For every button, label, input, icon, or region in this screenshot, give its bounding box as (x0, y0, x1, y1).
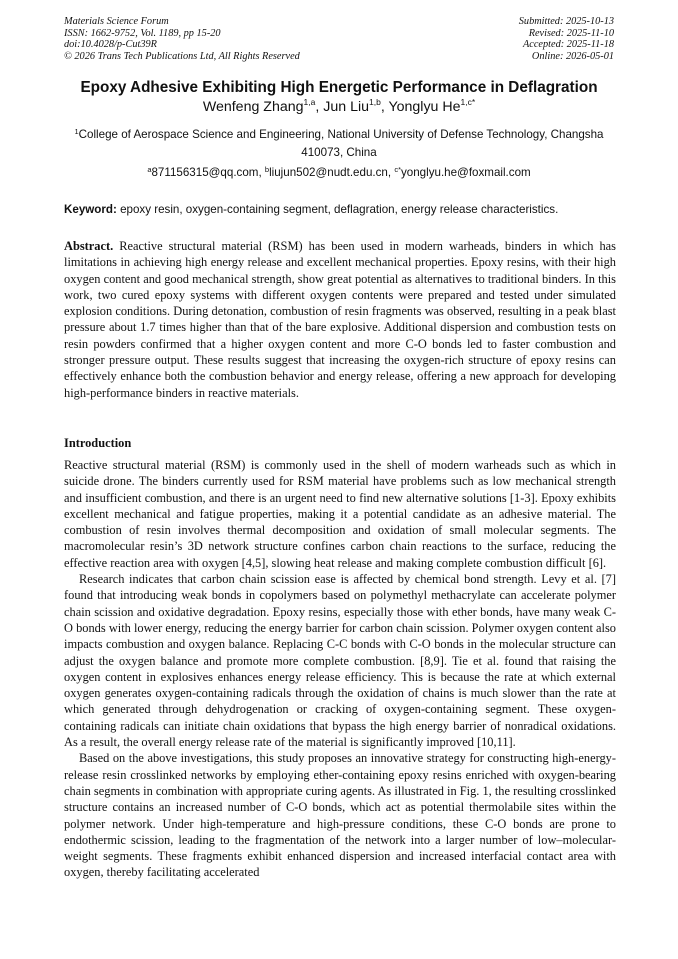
author-affiliation-mark: 1,a (303, 97, 316, 107)
author-name: Yonglyu He (388, 99, 461, 115)
author-separator: , (380, 99, 389, 115)
introduction-heading: Introduction (64, 436, 132, 450)
journal-name: Materials Science Forum (64, 16, 169, 27)
email-separator: , (387, 166, 395, 179)
submitted-date: Submitted: 2025-10-13 (518, 16, 614, 27)
email-mark: b (264, 165, 270, 174)
email-list (0, 166, 678, 179)
email-address[interactable]: yonglyu.he@foxmail.com (400, 166, 531, 179)
header-right (519, 16, 614, 62)
affiliation (60, 126, 618, 162)
email-mark: a (147, 165, 152, 174)
author-separator: , (315, 99, 324, 115)
paragraph: Based on the above investigations, this study proposes an innovative strategy for constructing high-energy-release resin crosslinked networks by employing ether-containing epoxy resins enriched with oxygen-bearing chain segments in combination with appropriate curing agents. As illustrated in Fig. 1, the resulting crosslinked structure contains an increased number of C-O bonds, which act as potential thermolabile sites within the polymer network. Under high-temperature and high-pressure conditions, these C-O bonds are prone to endothermic scission, leading to the fragmentation of the network into a larger number of low–molecular-weight segments. These fragments exhibit enhanced dispersion and increased interfacial contact area with oxygen, thereby facilitating accelerated (64, 751, 616, 880)
author-affiliation-mark: 1,b (369, 97, 381, 107)
email-separator: , (258, 166, 265, 179)
introduction-body (64, 457, 616, 881)
email-address[interactable]: 871156315@qq.com (151, 166, 259, 179)
paragraph: Reactive structural material (RSM) is commonly used in the shell of modern warheads such as which in suicide drone. The binders currently used for RSM material have problems such as low mechanical strength and insufficient combustion, and there is an urgent need to find new alternative solutions [1-3]. Epoxy exhibits excellent mechanical and fatigue properties, making it a potential candidate as an adhesive material. The combustion of resin involves thermal decomposition and oxidation of small molecular segments. The macromolecular resin’s 3D network structure confines carbon chain reactions to the surface, reducing the effective reaction area with oxygen [4,5], slowing heat release and making complete combustion difficult [6]. (64, 458, 616, 570)
issn: ISSN: 1662-9752, Vol. 1189, pp 15-20 (64, 27, 221, 39)
abstract (64, 238, 616, 401)
email-address[interactable]: liujun502@nudt.edu.cn (269, 166, 388, 179)
keyword-text: epoxy resin, oxygen-containing segment, deflagration, energy release characteristics. (120, 203, 559, 216)
affiliation-text: College of Aerospace Science and Engineering, National University of Defense Technology, Changsha 410073, China (78, 128, 604, 159)
paragraph: Research indicates that carbon chain scission ease is affected by chemical bond strength. Levy et al. [7] found that introducing weak bonds in copolymers based on polymethyl methacrylate can accelerate polymer chain scission and oxidative degradation. Epoxy resins, especially those with ether bonds, have many weak C-O bonds with lower energy, reducing the energy barrier for carbon chain scission. Polymer oxygen content also impacts combustion and oxygen balance. Replacing C-C bonds with C-O bonds in the molecular structure can adjust the oxygen balance and promote more complete combustion. [8,9]. Tie et al. found that raising the oxygen content in explosives enhances energy release efficiency. This is because the rate at which external oxygen generates oxygen-containing radicals through the oxidation of chains is much slower than the rate at which generated through dehydrogenation or cracking of oxygen-containing segment. These oxygen-containing radicals can initiate chain oxidations that bypass the high energy barrier of nonradical oxidations. As a result, the overall energy release rate of the material is significantly improved [10,11]. (64, 572, 616, 750)
header-left (64, 16, 300, 62)
accepted-date: Accepted: 2025-11-18 (522, 39, 614, 51)
online-date: Online: 2026-05-01 (531, 50, 614, 62)
doi: doi:10.4028/p-Cut39R (64, 39, 157, 51)
author-name: Wenfeng Zhang (202, 99, 304, 115)
author-list (0, 99, 678, 115)
email-mark: c* (394, 165, 401, 174)
revised-date: Revised: 2025-11-10 (528, 27, 614, 39)
abstract-text: Reactive structural material (RSM) has been used in modern warheads, binders in which has limitations in achieving high energy release and excellent mechanical properties. Epoxy resins, with their high oxygen content and good mechanical strength, show great potential as alternatives to traditional binders. In this work, two cured epoxy systems with different oxygen contents were prepared and tested under simulated explosion conditions. During detonation, combustion of resin fragments was observed, resulting in a peak blast pressure about 1.7 times higher than that of the bare explosive. Additional dispersion and combustion tests on resin powders confirmed that a higher oxygen content and more C-O bonds led to faster combustion and stronger pressure output. These results suggest that increasing the oxygen-rich structure of epoxy resins can effectively enhance both the combustion behavior and energy release, offering a new approach for developing high-performance binders in reactive materials. (64, 239, 616, 400)
keywords (64, 203, 616, 216)
copyright: © 2026 Trans Tech Publications Ltd, All Rights Reserved (64, 50, 300, 62)
abstract-label: Abstract. (64, 239, 114, 253)
affiliation-mark: 1 (74, 127, 79, 136)
author-affiliation-mark: 1,c* (460, 97, 476, 107)
paper-title: Epoxy Adhesive Exhibiting High Energetic Performance in Deflagration (80, 79, 598, 96)
author-name: Jun Liu (323, 99, 369, 115)
keyword-label: Keyword: (64, 203, 117, 216)
